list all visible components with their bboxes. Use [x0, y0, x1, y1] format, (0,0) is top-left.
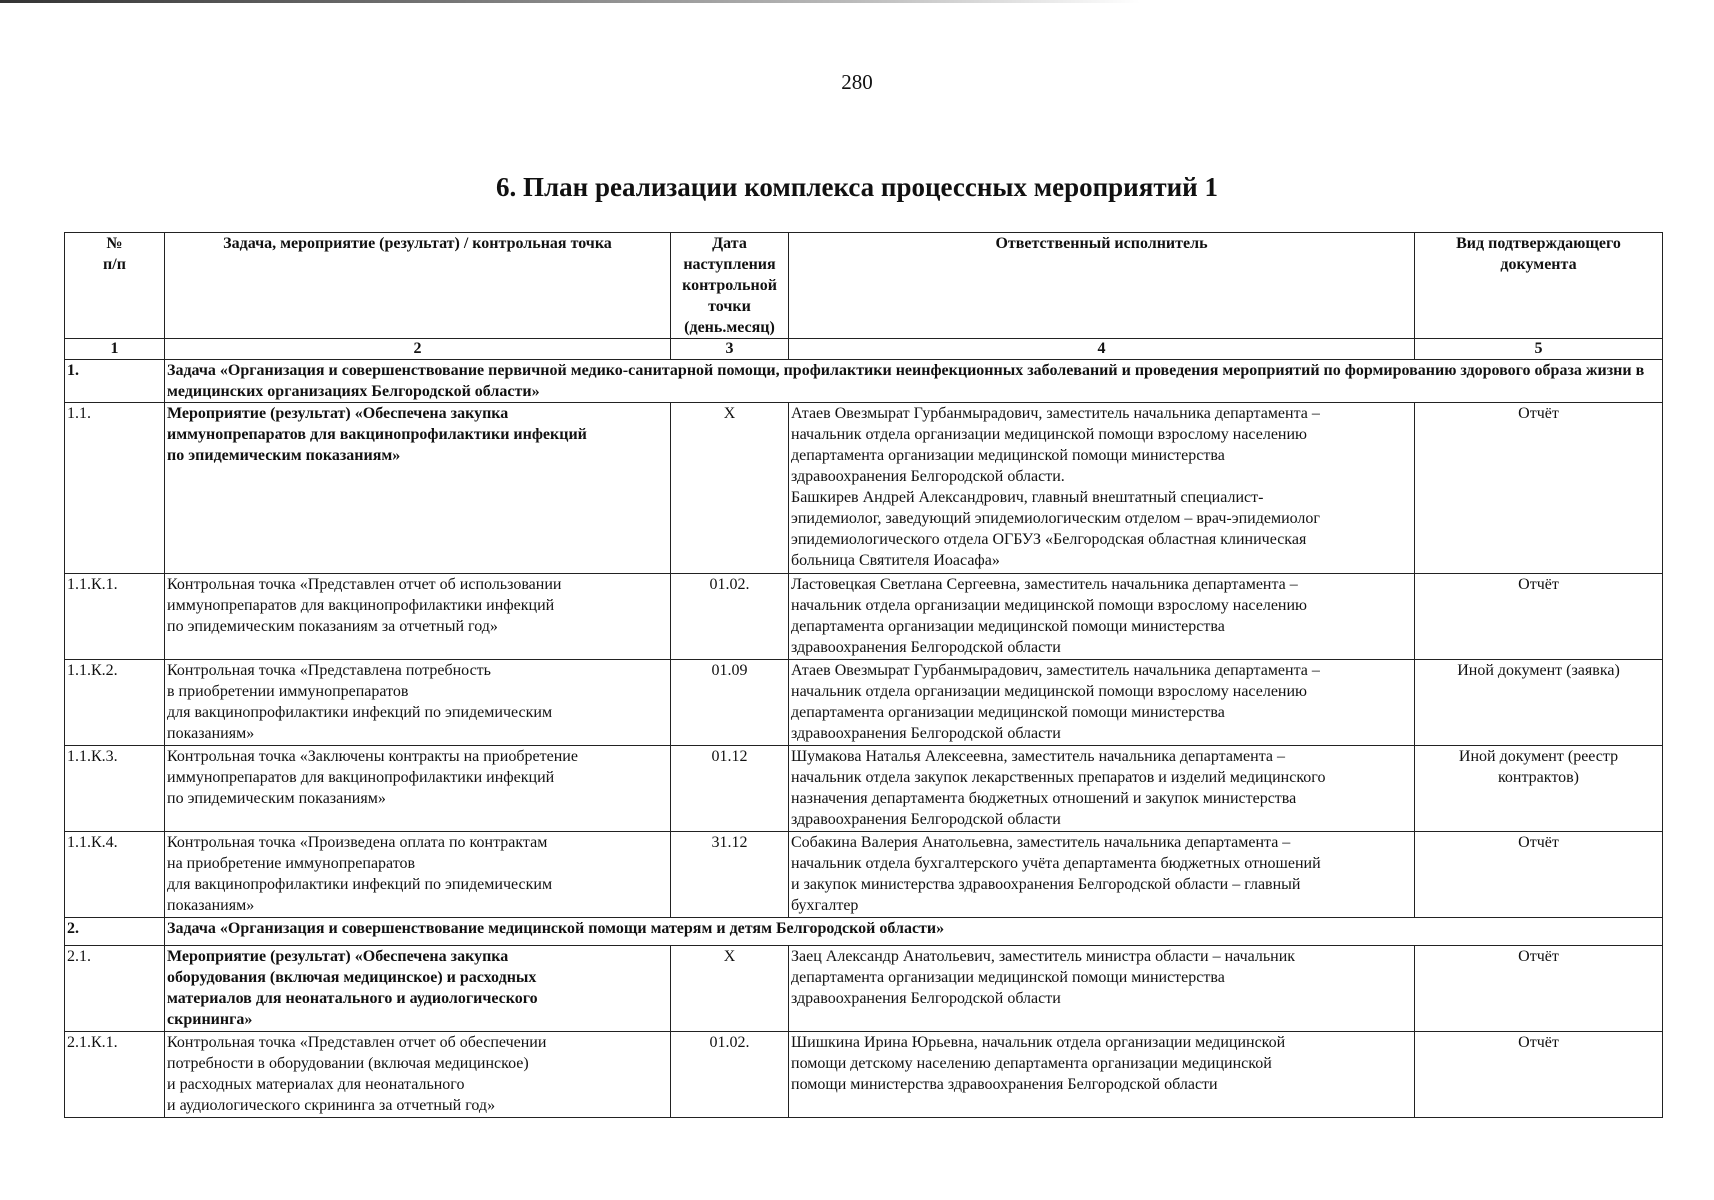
header-executor: Ответственный исполнитель	[789, 233, 1415, 339]
responsible-executor: Шумакова Наталья Алексеевна, заместитель начальника департамента – начальник отдела закупок лекарственных препаратов и изделий медицинского назначения департамента бюджетных отношений и закупок министерства здравоохранения Белгородской области	[789, 746, 1415, 832]
page-number: 280	[841, 70, 873, 94]
measure-name: Мероприятие (результат) «Обеспечена закупка оборудования (включая медицинское) и расходных материалов для неонатального и аудиологического скрининга»	[165, 946, 671, 1032]
control-date: 01.02.	[671, 1032, 789, 1118]
task-row	[65, 918, 1663, 946]
document-type: Отчёт	[1415, 946, 1663, 1032]
document-type: Иной документ (реестр контрактов)	[1415, 746, 1663, 832]
task-text: Задача «Организация и совершенствование медицинской помощи матерям и детям Белгородской области»	[165, 918, 1663, 946]
checkpoint-row	[65, 660, 1663, 746]
checkpoint-row	[65, 574, 1663, 660]
document-type: Иной документ (заявка)	[1415, 660, 1663, 746]
plan-table	[64, 232, 1663, 1118]
task-text: Задача «Организация и совершенствование первичной медико-санитарной помощи, профилактики неинфекционных заболеваний и проведения мероприятий по формированию здорового образа жизни в медицинских организациях Белгородской области»	[165, 360, 1663, 403]
checkpoint-name: Контрольная точка «Заключены контракты на приобретение иммунопрепаратов для вакцинопрофилактики инфекций по эпидемическим показаниям»	[165, 746, 671, 832]
measure-name: Мероприятие (результат) «Обеспечена закупка иммунопрепаратов для вакцинопрофилактики инфекций по эпидемическим показаниям»	[165, 403, 671, 574]
control-date: 31.12	[671, 832, 789, 918]
checkpoint-name: Контрольная точка «Представлена потребность в приобретении иммунопрепаратов для вакцинопрофилактики инфекций по эпидемическим показаниям»	[165, 660, 671, 746]
checkpoint-name: Контрольная точка «Представлен отчет об обеспечении потребности в оборудовании (включая медицинское) и расходных материалах для неонатального и аудиологического скрининга за отчетный год»	[165, 1032, 671, 1118]
page-title: 6. План реализации комплекса процессных мероприятий 1	[496, 172, 1218, 202]
column-number: 5	[1415, 339, 1663, 360]
responsible-executor: Заец Александр Анатольевич, заместитель министра области – начальник департамента организации медицинской помощи министерства здравоохранения Белгородской области	[789, 946, 1415, 1032]
row-number: 2.1.	[65, 946, 165, 1032]
column-number: 1	[65, 339, 165, 360]
row-number: 2.	[65, 918, 165, 946]
row-number: 1.1.К.4.	[65, 832, 165, 918]
header-date: Дата наступления контрольной точки (день.месяц)	[671, 233, 789, 339]
control-date: Х	[671, 403, 789, 574]
task-row	[65, 360, 1663, 403]
row-number: 1.	[65, 360, 165, 403]
table-header-row	[65, 233, 1663, 339]
row-number: 1.1.К.1.	[65, 574, 165, 660]
checkpoint-row	[65, 1032, 1663, 1118]
responsible-executor: Собакина Валерия Анатольевна, заместитель начальника департамента – начальник отдела бухгалтерского учёта департамента бюджетных отношений и закупок министерства здравоохранения Белгородской области – главный бухгалтер	[789, 832, 1415, 918]
checkpoint-row	[65, 832, 1663, 918]
measure-row	[65, 403, 1663, 574]
header-document: Вид подтверждающего документа	[1415, 233, 1663, 339]
row-number: 1.1.К.3.	[65, 746, 165, 832]
header-task: Задача, мероприятие (результат) / контрольная точка	[165, 233, 671, 339]
column-number: 4	[789, 339, 1415, 360]
row-number: 2.1.К.1.	[65, 1032, 165, 1118]
control-date: 01.09	[671, 660, 789, 746]
row-number: 1.1.К.2.	[65, 660, 165, 746]
document-type: Отчёт	[1415, 574, 1663, 660]
checkpoint-name: Контрольная точка «Представлен отчет об использовании иммунопрепаратов для вакцинопрофилактики инфекций по эпидемическим показаниям за отчетный год»	[165, 574, 671, 660]
document-type: Отчёт	[1415, 832, 1663, 918]
responsible-executor: Ластовецкая Светлана Сергеевна, заместитель начальника департамента – начальник отдела организации медицинской помощи взрослому населению департамента организации медицинской помощи министерства здравоохранения Белгородской области	[789, 574, 1415, 660]
row-number: 1.1.	[65, 403, 165, 574]
responsible-executor: Шишкина Ирина Юрьевна, начальник отдела организации медицинской помощи детскому населению департамента организации медицинской помощи министерства здравоохранения Белгородской области	[789, 1032, 1415, 1118]
control-date: 01.12	[671, 746, 789, 832]
responsible-executor: Атаев Овезмырат Гурбанмырадович, заместитель начальника департамента – начальник отдела организации медицинской помощи взрослому населению департамента организации медицинской помощи министерства здравоохранения Белгородской области. Башкирев Андрей Александрович, главный внештатный специалист- эпидемиолог, заведующий эпидемиологическим отделом – врач-эпидемиолог эпидемиологического отдела ОГБУЗ «Белгородская областная клиническая больница Святителя Иоасафа»	[789, 403, 1415, 574]
column-number: 2	[165, 339, 671, 360]
column-numbers-row	[65, 339, 1663, 360]
column-number: 3	[671, 339, 789, 360]
responsible-executor: Атаев Овезмырат Гурбанмырадович, заместитель начальника департамента – начальник отдела организации медицинской помощи взрослому населению департамента организации медицинской помощи министерства здравоохранения Белгородской области	[789, 660, 1415, 746]
scan-edge-artifact	[0, 0, 1140, 3]
control-date: Х	[671, 946, 789, 1032]
checkpoint-name: Контрольная точка «Произведена оплата по контрактам на приобретение иммунопрепаратов для вакцинопрофилактики инфекций по эпидемическим показаниям»	[165, 832, 671, 918]
document-type: Отчёт	[1415, 1032, 1663, 1118]
control-date: 01.02.	[671, 574, 789, 660]
document-type: Отчёт	[1415, 403, 1663, 574]
measure-row	[65, 946, 1663, 1032]
header-number: № п/п	[65, 233, 165, 339]
checkpoint-row	[65, 746, 1663, 832]
